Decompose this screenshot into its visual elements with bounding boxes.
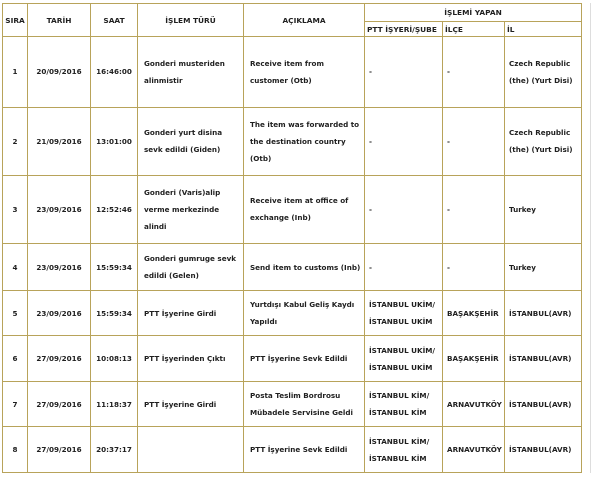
cell-tarih: 23/09/2016 <box>28 175 91 244</box>
cell-ilce: BAŞAKŞEHİR <box>443 336 505 382</box>
tracking-history-table <box>2 3 582 473</box>
table-row <box>3 244 582 291</box>
cell-sira: 8 <box>3 427 28 473</box>
cell-il: Turkey <box>505 175 582 244</box>
cell-tarih: 27/09/2016 <box>28 381 91 427</box>
cell-sira: 2 <box>3 107 28 175</box>
cell-saat: 15:59:34 <box>91 244 138 291</box>
cell-islem-turu <box>138 427 244 473</box>
cell-sira: 1 <box>3 37 28 108</box>
cell-ptt-isyeri: İSTANBUL UKİM/ İSTANBUL UKİM <box>365 336 443 382</box>
table-row <box>3 427 582 473</box>
table-row <box>3 37 582 108</box>
header-tarih: TARİH <box>28 4 91 37</box>
cell-saat: 15:59:34 <box>91 290 138 336</box>
table-row <box>3 175 582 244</box>
header-ptt-isyeri: PTT İŞYERİ/ŞUBE <box>365 22 443 37</box>
cell-saat: 10:08:13 <box>91 336 138 382</box>
cell-ilce: BAŞAKŞEHİR <box>443 290 505 336</box>
header-islemi-yapan: İŞLEMİ YAPAN <box>365 4 582 22</box>
cell-sira: 6 <box>3 336 28 382</box>
cell-saat: 13:01:00 <box>91 107 138 175</box>
cell-ptt-isyeri: - <box>365 37 443 108</box>
cell-saat: 12:52:46 <box>91 175 138 244</box>
table-header <box>3 4 582 37</box>
frame-divider <box>590 3 591 473</box>
table-row <box>3 381 582 427</box>
cell-saat: 20:37:17 <box>91 427 138 473</box>
table-row <box>3 290 582 336</box>
header-islem-turu: İŞLEM TÜRÜ <box>138 4 244 37</box>
cell-ptt-isyeri: - <box>365 107 443 175</box>
cell-ilce: ARNAVUTKÖY <box>443 381 505 427</box>
cell-aciklama: Receive item from customer (Otb) <box>244 37 365 108</box>
cell-ptt-isyeri: İSTANBUL UKİM/ İSTANBUL UKİM <box>365 290 443 336</box>
cell-aciklama: Posta Teslim Bordrosu Mübadele Servisine Geldi <box>244 381 365 427</box>
header-saat: SAAT <box>91 4 138 37</box>
table-body <box>3 37 582 473</box>
cell-islem-turu: PTT İşyerine Girdi <box>138 381 244 427</box>
cell-saat: 16:46:00 <box>91 37 138 108</box>
cell-aciklama: Send item to customs (Inb) <box>244 244 365 291</box>
cell-aciklama: Receive item at office of exchange (Inb) <box>244 175 365 244</box>
cell-tarih: 27/09/2016 <box>28 427 91 473</box>
cell-ptt-isyeri: - <box>365 175 443 244</box>
cell-sira: 3 <box>3 175 28 244</box>
table-row <box>3 107 582 175</box>
cell-tarih: 23/09/2016 <box>28 290 91 336</box>
cell-il: İSTANBUL(AVR) <box>505 336 582 382</box>
cell-ilce: ARNAVUTKÖY <box>443 427 505 473</box>
cell-tarih: 23/09/2016 <box>28 244 91 291</box>
cell-sira: 7 <box>3 381 28 427</box>
cell-il: Turkey <box>505 244 582 291</box>
cell-aciklama: The item was forwarded to the destination country (Otb) <box>244 107 365 175</box>
cell-ptt-isyeri: İSTANBUL KİM/ İSTANBUL KİM <box>365 381 443 427</box>
cell-ilce: - <box>443 175 505 244</box>
cell-il: İSTANBUL(AVR) <box>505 427 582 473</box>
cell-ptt-isyeri: İSTANBUL KİM/ İSTANBUL KİM <box>365 427 443 473</box>
cell-il: Czech Republic (the) (Yurt Disi) <box>505 37 582 108</box>
cell-ilce: - <box>443 107 505 175</box>
cell-ptt-isyeri: - <box>365 244 443 291</box>
cell-tarih: 27/09/2016 <box>28 336 91 382</box>
cell-il: İSTANBUL(AVR) <box>505 290 582 336</box>
cell-aciklama: Yurtdışı Kabul Geliş Kaydı Yapıldı <box>244 290 365 336</box>
cell-islem-turu: PTT İşyerine Girdi <box>138 290 244 336</box>
header-ilce: İLÇE <box>443 22 505 37</box>
cell-aciklama: PTT İşyerine Sevk Edildi <box>244 427 365 473</box>
cell-islem-turu: PTT İşyerinden Çıktı <box>138 336 244 382</box>
cell-islem-turu: Gonderi gumruge sevk edildi (Gelen) <box>138 244 244 291</box>
cell-ilce: - <box>443 244 505 291</box>
cell-sira: 4 <box>3 244 28 291</box>
cell-islem-turu: Gonderi (Varis)alip verme merkezinde alindi <box>138 175 244 244</box>
header-il: İL <box>505 22 582 37</box>
cell-islem-turu: Gonderi musteriden alinmistir <box>138 37 244 108</box>
cell-saat: 11:18:37 <box>91 381 138 427</box>
cell-aciklama: PTT İşyerine Sevk Edildi <box>244 336 365 382</box>
cell-islem-turu: Gonderi yurt disina sevk edildi (Giden) <box>138 107 244 175</box>
cell-tarih: 21/09/2016 <box>28 107 91 175</box>
header-aciklama: AÇIKLAMA <box>244 4 365 37</box>
cell-sira: 5 <box>3 290 28 336</box>
header-sira: SIRA <box>3 4 28 37</box>
cell-il: İSTANBUL(AVR) <box>505 381 582 427</box>
cell-tarih: 20/09/2016 <box>28 37 91 108</box>
cell-ilce: - <box>443 37 505 108</box>
table-row <box>3 336 582 382</box>
cell-il: Czech Republic (the) (Yurt Disi) <box>505 107 582 175</box>
